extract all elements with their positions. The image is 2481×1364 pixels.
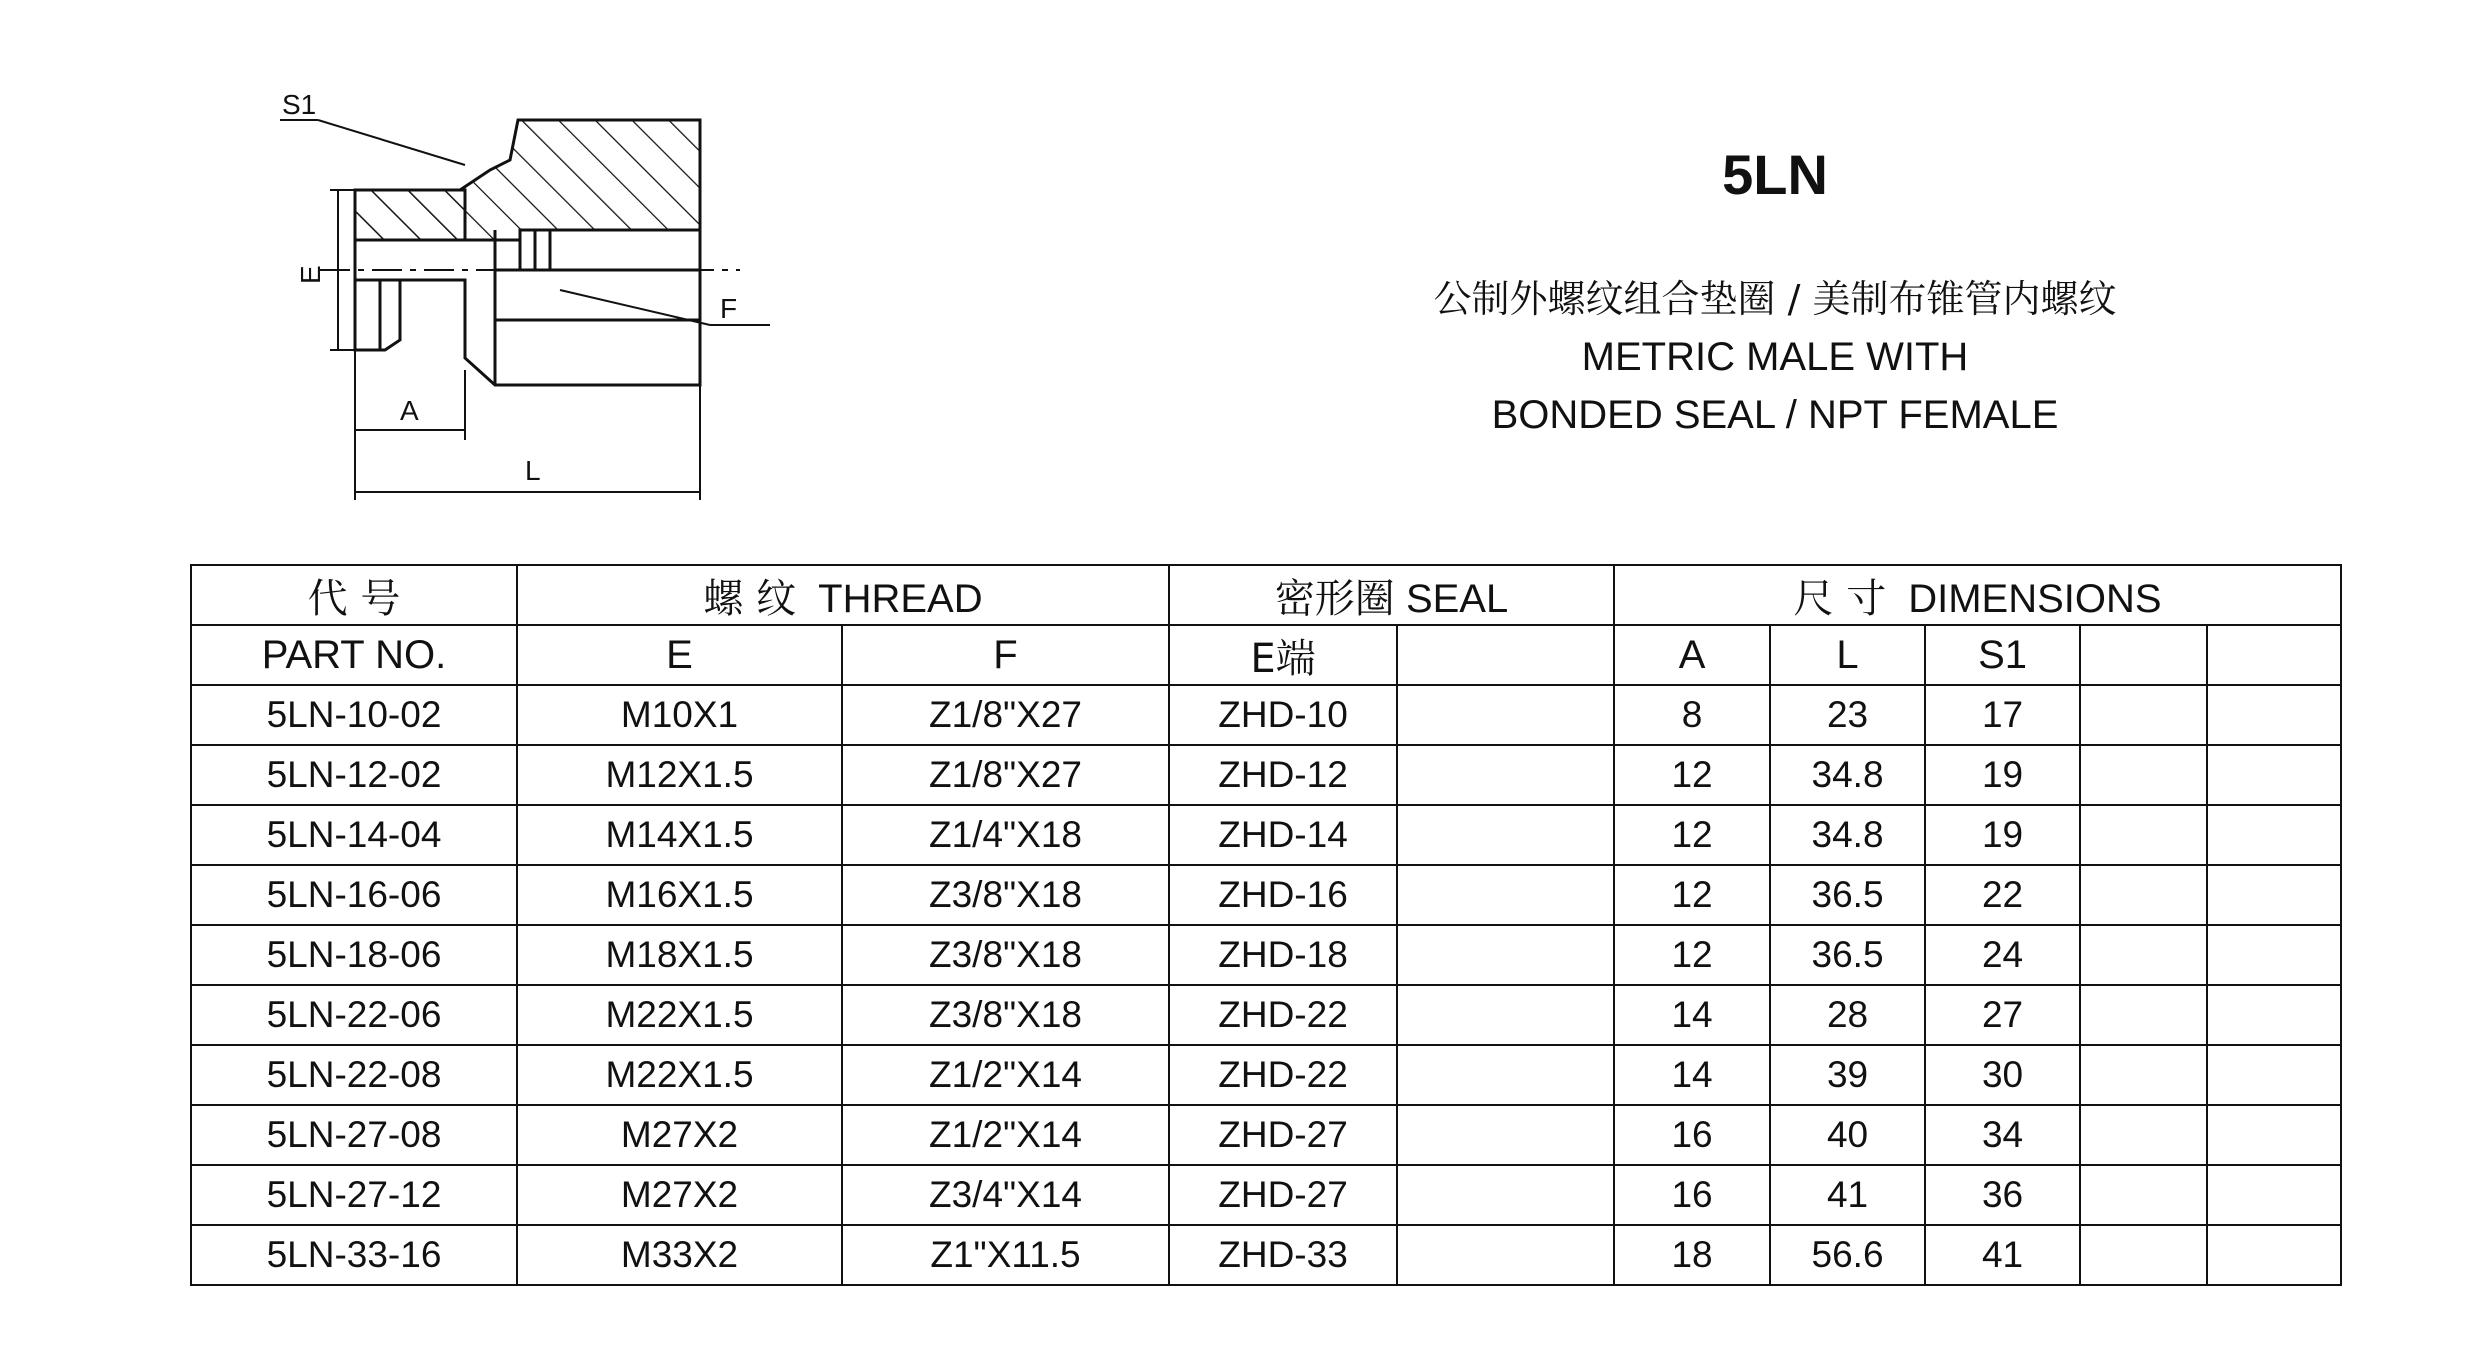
cell-seal: ZHD-12 — [1169, 745, 1397, 805]
cell-dim-s1: 19 — [1925, 745, 2080, 805]
cell-empty — [2080, 1105, 2207, 1165]
header-l: L — [1770, 625, 1925, 685]
sub-header-row — [191, 625, 2341, 685]
table-row — [191, 1165, 2341, 1225]
label-f: F — [720, 293, 738, 324]
cell-empty — [1397, 1045, 1614, 1105]
description-chinese: 公制外螺纹组合垫圈 / 美制布锥管内螺纹 — [1433, 277, 2117, 321]
cell-dim-l: 36.5 — [1770, 865, 1925, 925]
table-row — [191, 985, 2341, 1045]
cell-part-no: 5LN-12-02 — [191, 745, 517, 805]
cell-empty — [1397, 1225, 1614, 1285]
cell-dim-a: 16 — [1614, 1165, 1770, 1225]
cell-dim-a: 18 — [1614, 1225, 1770, 1285]
cell-dim-a: 14 — [1614, 985, 1770, 1045]
cell-thread-e: M16X1.5 — [517, 865, 842, 925]
label-s1: S1 — [282, 89, 317, 120]
label-l: L — [525, 455, 541, 486]
cell-empty — [2207, 865, 2341, 925]
description-english-line1: METRIC MALE WITH — [1581, 335, 1969, 379]
table-row — [191, 1105, 2341, 1165]
header-e: E — [517, 625, 842, 685]
cell-dim-s1: 41 — [1925, 1225, 2080, 1285]
cell-part-no: 5LN-16-06 — [191, 865, 517, 925]
cell-empty — [2207, 1225, 2341, 1285]
cell-thread-e: M12X1.5 — [517, 745, 842, 805]
hatched-section-nose — [355, 190, 465, 240]
cell-thread-e: M14X1.5 — [517, 805, 842, 865]
cell-seal: ZHD-27 — [1169, 1165, 1397, 1225]
table-row — [191, 925, 2341, 985]
cell-dim-s1: 19 — [1925, 805, 2080, 865]
cell-thread-f: Z3/8"X18 — [842, 985, 1169, 1045]
cell-dim-a: 16 — [1614, 1105, 1770, 1165]
cell-thread-e: M10X1 — [517, 685, 842, 745]
header-a: A — [1614, 625, 1770, 685]
cell-empty — [1397, 925, 1614, 985]
table-body — [191, 685, 2341, 1285]
cell-thread-e: M22X1.5 — [517, 1045, 842, 1105]
cell-seal: ZHD-22 — [1169, 1045, 1397, 1105]
cell-empty — [2207, 685, 2341, 745]
cell-dim-s1: 30 — [1925, 1045, 2080, 1105]
cell-thread-e: M18X1.5 — [517, 925, 842, 985]
cell-dim-s1: 22 — [1925, 865, 2080, 925]
product-heading — [1350, 140, 2200, 444]
table-row — [191, 745, 2341, 805]
cell-empty — [2080, 925, 2207, 985]
product-code: 5LN — [1722, 143, 1828, 206]
cell-empty — [1397, 985, 1614, 1045]
label-a: A — [400, 395, 419, 426]
cell-part-no: 5LN-22-06 — [191, 985, 517, 1045]
cell-thread-f: Z1/8"X27 — [842, 745, 1169, 805]
cell-dim-a: 12 — [1614, 925, 1770, 985]
cell-dim-s1: 24 — [1925, 925, 2080, 985]
cell-dim-s1: 36 — [1925, 1165, 2080, 1225]
cell-empty — [1397, 1165, 1614, 1225]
cell-empty — [1397, 805, 1614, 865]
cell-thread-f: Z1"X11.5 — [842, 1225, 1169, 1285]
description-english-line2: BONDED SEAL / NPT FEMALE — [1491, 393, 2059, 437]
cell-thread-f: Z3/8"X18 — [842, 925, 1169, 985]
cell-empty — [2207, 985, 2341, 1045]
header-part-no: PART NO. — [191, 625, 517, 685]
cell-dim-l: 36.5 — [1770, 925, 1925, 985]
cell-dim-s1: 17 — [1925, 685, 2080, 745]
label-e: E — [295, 265, 326, 284]
cell-dim-l: 39 — [1770, 1045, 1925, 1105]
header-s1: S1 — [1925, 625, 2080, 685]
cell-dim-l: 40 — [1770, 1105, 1925, 1165]
table-row — [191, 685, 2341, 745]
cell-seal: ZHD-22 — [1169, 985, 1397, 1045]
cell-thread-f: Z3/4"X14 — [842, 1165, 1169, 1225]
table-row — [191, 1045, 2341, 1105]
cell-part-no: 5LN-18-06 — [191, 925, 517, 985]
header-seal-e: E端 — [1169, 625, 1397, 685]
cell-thread-f: Z1/2"X14 — [842, 1105, 1169, 1165]
cell-dim-a: 8 — [1614, 685, 1770, 745]
cell-empty — [2080, 1225, 2207, 1285]
cell-dim-l: 56.6 — [1770, 1225, 1925, 1285]
cell-dim-l: 34.8 — [1770, 745, 1925, 805]
header-empty-2 — [2080, 625, 2207, 685]
cell-empty — [2207, 925, 2341, 985]
cell-empty — [1397, 685, 1614, 745]
cell-empty — [2080, 1045, 2207, 1105]
cell-dim-l: 23 — [1770, 685, 1925, 745]
header-seal: 密形圈 SEAL — [1169, 565, 1614, 625]
cell-empty — [2080, 745, 2207, 805]
cell-empty — [2207, 1165, 2341, 1225]
cell-part-no: 5LN-33-16 — [191, 1225, 517, 1285]
group-header-row — [191, 565, 2341, 625]
table-row — [191, 865, 2341, 925]
cell-part-no: 5LN-27-08 — [191, 1105, 517, 1165]
cell-empty — [2207, 745, 2341, 805]
cell-empty — [2080, 685, 2207, 745]
cell-part-no: 5LN-14-04 — [191, 805, 517, 865]
cell-seal: ZHD-16 — [1169, 865, 1397, 925]
cell-empty — [2080, 865, 2207, 925]
cell-dim-a: 12 — [1614, 805, 1770, 865]
cell-seal: ZHD-33 — [1169, 1225, 1397, 1285]
cell-thread-f: Z1/2"X14 — [842, 1045, 1169, 1105]
cell-thread-f: Z3/8"X18 — [842, 865, 1169, 925]
cell-seal: ZHD-14 — [1169, 805, 1397, 865]
cell-empty — [2080, 805, 2207, 865]
fitting-cross-section-drawing — [260, 80, 820, 510]
cell-dim-a: 14 — [1614, 1045, 1770, 1105]
table-row — [191, 1225, 2341, 1285]
cell-dim-s1: 27 — [1925, 985, 2080, 1045]
header-empty-3 — [2207, 625, 2341, 685]
cell-seal: ZHD-18 — [1169, 925, 1397, 985]
cell-dim-a: 12 — [1614, 745, 1770, 805]
cell-thread-e: M22X1.5 — [517, 985, 842, 1045]
cell-dim-l: 41 — [1770, 1165, 1925, 1225]
cell-dim-s1: 34 — [1925, 1105, 2080, 1165]
table-row — [191, 805, 2341, 865]
cell-dim-l: 34.8 — [1770, 805, 1925, 865]
cell-part-no: 5LN-10-02 — [191, 685, 517, 745]
cell-seal: ZHD-27 — [1169, 1105, 1397, 1165]
cell-seal: ZHD-10 — [1169, 685, 1397, 745]
cell-part-no: 5LN-22-08 — [191, 1045, 517, 1105]
header-dimensions: 尺 寸 DIMENSIONS — [1614, 565, 2341, 625]
cell-dim-l: 28 — [1770, 985, 1925, 1045]
cell-empty — [1397, 1105, 1614, 1165]
cell-empty — [1397, 865, 1614, 925]
specification-table — [190, 564, 2342, 1286]
cell-empty — [2207, 805, 2341, 865]
cell-empty — [2207, 1105, 2341, 1165]
cell-thread-e: M27X2 — [517, 1165, 842, 1225]
cell-empty — [2207, 1045, 2341, 1105]
cell-empty — [1397, 745, 1614, 805]
cell-empty — [2080, 985, 2207, 1045]
cell-empty — [2080, 1165, 2207, 1225]
header-part-cn: 代 号 — [191, 565, 517, 625]
cell-thread-f: Z1/4"X18 — [842, 805, 1169, 865]
header-f: F — [842, 625, 1169, 685]
cell-dim-a: 12 — [1614, 865, 1770, 925]
cell-thread-e: M33X2 — [517, 1225, 842, 1285]
cell-thread-e: M27X2 — [517, 1105, 842, 1165]
cell-thread-f: Z1/8"X27 — [842, 685, 1169, 745]
header-thread: 螺 纹 THREAD — [517, 565, 1169, 625]
cell-part-no: 5LN-27-12 — [191, 1165, 517, 1225]
header-empty-1 — [1397, 625, 1614, 685]
